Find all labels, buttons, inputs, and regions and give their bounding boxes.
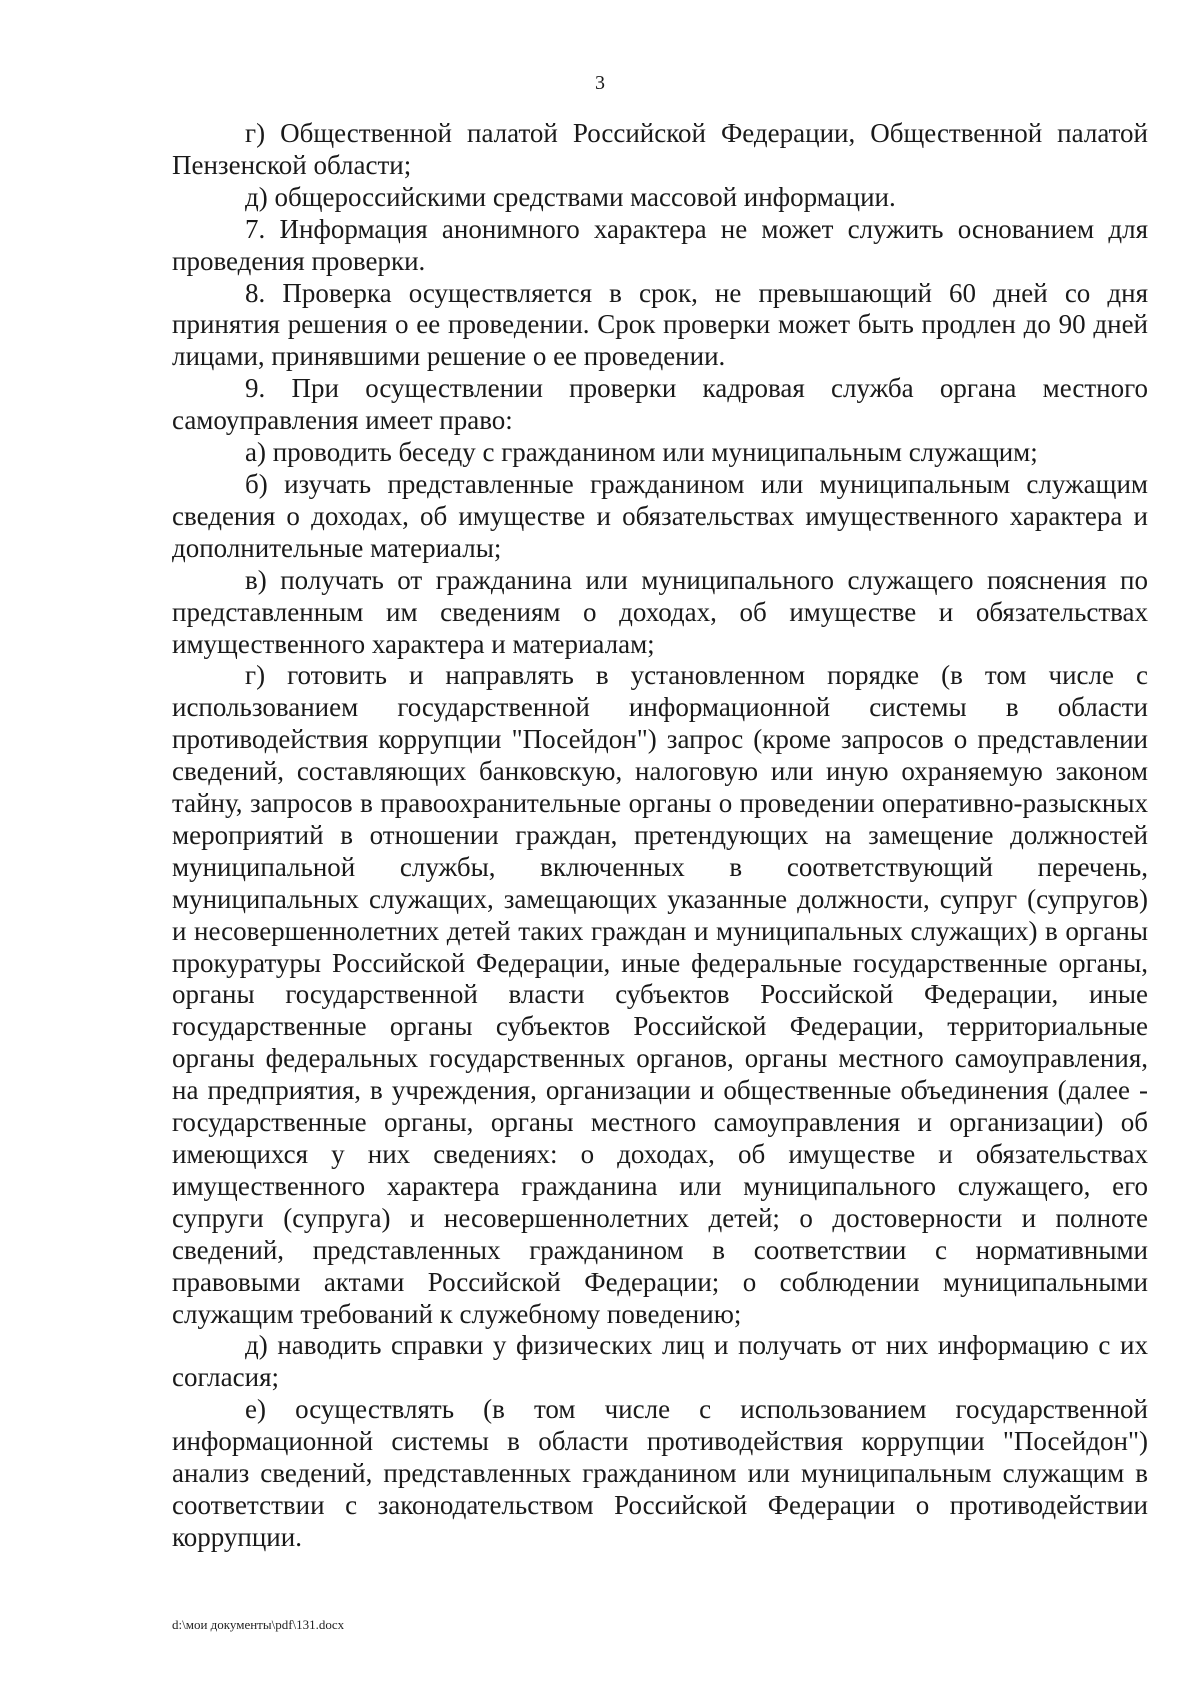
page-number: 3 [595,72,605,94]
paragraph-8-inspection-term: 8. Проверка осуществляется в срок, не превышающий 60 дней со дня принятия решения о ее проведении. Срок проверки может быть продлен до 90 дней лицами, принявшими решение о ее проведении. [172,277,1148,372]
paragraph-a-conversation: а) проводить беседу с гражданином или муниципальным служащим; [245,437,1038,468]
paragraph-g-requests: г) готовить и направлять в установленном порядке (в том числе с использованием государственной информационной системы в области противодействия коррупции "Посейдон") запрос (кроме запросов о представлении сведений, составляющих банковскую, налоговую или иную охраняемую законом тайну, запросов в правоохранительные органы о проведении оперативно-разыскных мероприятий в отношении граждан, претендующих на замещение должностей муниципальной службы, включенных в соответствующий перечень, муниципальных служащих, замещающих указанные должности, супруг (супругов) и несовершеннолетних детей таких граждан и муниципальных служащих) в органы прокуратуры Российской Федерации, иные федеральные государственные органы, органы государственной власти субъектов Российской Федерации, иные государственные органы субъектов Российской Федерации, территориальные органы федеральных государственных органов, органы местного самоуправления, на предприятия, в учреждения, организации и общественные объединения (далее - государственные органы, органы местного самоуправления и организации) об имеющихся у них сведениях: о доходах, об имуществе и обязательствах имущественного характера гражданина или муниципального служащего, его супруги (супруга) и несовершеннолетних детей; о достоверности и полноте сведений, представленных гражданином в соответствии с нормативными правовыми актами Российской Федерации; о соблюдении муниципальными служащим требований к служебному поведению; [172,660,1148,1329]
footer-file-path: d:\мои документы\pdf\131.docx [172,1617,345,1632]
paragraph-9-hr-rights: 9. При осуществлении проверки кадровая служба органа местного самоуправления имеет право: [172,373,1148,436]
paragraph-d-inquiries: д) наводить справки у физических лиц и получать от них информацию с их согласия; [172,1330,1148,1393]
document-body [172,118,1148,1554]
paragraph-e-analysis: е) осуществлять (в том числе с использованием государственной информационной системы в области противодействия коррупции "Посейдон") анализ сведений, представленных гражданином или муниципальным служащим в соответствии с законодательством Российской Федерации о противодействии коррупции. [172,1394,1148,1552]
paragraph-b-study-info: б) изучать представленные гражданином или муниципальным служащим сведения о доходах, об имуществе и обязательствах имущественного характера и дополнительные материалы; [172,468,1148,563]
paragraph-v-explanations: в) получать от гражданина или муниципального служащего пояснения по представленным им сведениям о доходах, об имуществе и обязательствах имущественного характера и материалам; [172,564,1148,659]
paragraph-7-anonymous-info: 7. Информация анонимного характера не может служить основанием для проведения проверки. [172,213,1148,276]
paragraph-d-mass-media: д) общероссийскими средствами массовой информации. [245,181,896,212]
paragraph-g-public-chamber: г) Общественной палатой Российской Федерации, Общественной палатой Пензенской области; [172,118,1148,180]
